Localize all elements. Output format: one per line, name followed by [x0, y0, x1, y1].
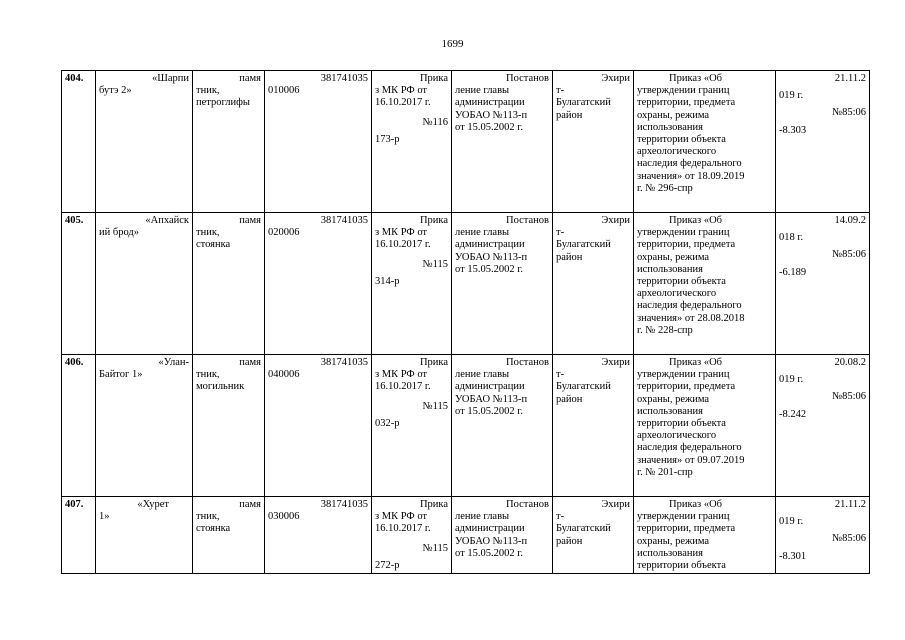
registry-code-line: 381741035	[320, 215, 368, 226]
boundary-order-line: охраны, режима	[637, 109, 710, 121]
registration-cell	[776, 71, 870, 213]
location-line: Булагатский	[556, 239, 611, 251]
decree-line: ление главы	[455, 227, 510, 239]
boundary-order-line: утверждении границ	[637, 85, 730, 97]
object-type-line: тник,	[196, 85, 220, 97]
decree-cell	[452, 213, 553, 355]
boundary-order-line: г. № 201-спр	[637, 466, 693, 478]
ministry-order-line: №115	[422, 400, 448, 412]
boundary-order-line: Приказ «Об	[669, 357, 723, 368]
decree-line: УОБАО №113-п	[455, 393, 528, 405]
boundary-order-line: г. № 228-спр	[637, 324, 693, 336]
registry-code-cell	[265, 71, 372, 213]
object-name-line: бутэ 2»	[99, 85, 132, 97]
decree-line: ление главы	[455, 511, 510, 523]
object-type-line: тник,	[196, 369, 220, 381]
object-type-cell	[193, 213, 265, 355]
ministry-order-cell	[372, 497, 452, 574]
decree-line: Постанов	[506, 215, 549, 226]
decree-line: УОБАО №113-п	[455, 251, 528, 263]
boundary-order-cell	[634, 355, 776, 497]
registry-code-line: 381741035	[320, 357, 368, 368]
registry-code-line: 381741035	[320, 73, 368, 84]
ministry-order-cell	[372, 71, 452, 213]
boundary-order-cell	[634, 497, 776, 574]
registration-line: -8.303	[779, 124, 807, 136]
registration-line: -8.242	[779, 408, 807, 420]
registration-line: 20.08.2	[834, 357, 866, 368]
ministry-order-line: з МК РФ от	[375, 227, 428, 239]
boundary-order-cell	[634, 71, 776, 213]
decree-line: администрации	[455, 97, 525, 109]
boundary-order-line: наследия федерального	[637, 300, 742, 312]
location-line: т-	[556, 511, 565, 523]
boundary-order-line: археологического	[637, 288, 717, 300]
ministry-order-line: 173-р	[375, 133, 400, 145]
location-cell	[553, 71, 634, 213]
object-type-cell	[193, 355, 265, 497]
ministry-order-line: №116	[422, 116, 448, 128]
object-type-line: тник,	[196, 511, 220, 523]
registry-code-line: 040006	[268, 369, 300, 381]
object-type-line: тник,	[196, 227, 220, 239]
boundary-order-line: Приказ «Об	[669, 499, 723, 510]
registration-line: №85:06	[832, 391, 866, 403]
boundary-order-line: г. № 296-спр	[637, 182, 693, 194]
location-line: т-	[556, 369, 565, 381]
boundary-order-line: территории объекта	[637, 418, 726, 430]
row-number: 406.	[65, 357, 84, 368]
ministry-order-line: 16.10.2017 г.	[375, 523, 431, 535]
ministry-order-line: 16.10.2017 г.	[375, 381, 431, 393]
boundary-order-line: использования	[637, 121, 703, 133]
registry-code-line: 010006	[268, 85, 300, 97]
boundary-order-line: Приказ «Об	[669, 215, 723, 226]
boundary-order-line: утверждении границ	[637, 369, 730, 381]
boundary-order-line: территории объекта	[637, 276, 726, 288]
location-cell	[553, 355, 634, 497]
ministry-order-cell	[372, 213, 452, 355]
decree-line: от 15.05.2002 г.	[455, 263, 523, 275]
object-name-line: «Хурет	[137, 499, 169, 510]
ministry-order-line: Прика	[419, 357, 448, 368]
registry-code-cell	[265, 355, 372, 497]
object-name-line: «Улан-	[158, 357, 189, 368]
boundary-order-line: археологического	[637, 146, 717, 158]
boundary-order-line: утверждении границ	[637, 511, 730, 523]
boundary-order-line: значения» от 09.07.2019	[637, 454, 745, 466]
location-cell	[553, 497, 634, 574]
location-line: Эхири	[601, 357, 630, 368]
registration-line: 019 г.	[779, 516, 804, 528]
registry-code-line: 030006	[268, 511, 300, 523]
object-name-cell	[96, 71, 193, 213]
location-line: Булагатский	[556, 523, 611, 535]
object-type-cell	[193, 71, 265, 213]
registration-line: №85:06	[832, 249, 866, 261]
registry-code-cell	[265, 213, 372, 355]
table-row	[62, 71, 870, 213]
row-number: 405.	[65, 215, 84, 226]
boundary-order-line: охраны, режима	[637, 393, 710, 405]
object-name-line: Байтог 1»	[99, 369, 143, 381]
registration-line: №85:06	[832, 107, 866, 119]
object-type-line: памя	[239, 357, 261, 368]
object-type-cell	[193, 497, 265, 574]
page-number: 1699	[441, 38, 464, 50]
registry-code-line: 381741035	[320, 499, 368, 510]
boundary-order-line: территории, предмета	[637, 523, 736, 535]
row-number: 404.	[65, 73, 84, 84]
decree-cell	[452, 355, 553, 497]
location-line: район	[556, 109, 583, 121]
boundary-order-line: охраны, режима	[637, 535, 710, 547]
location-line: район	[556, 251, 583, 263]
boundary-order-line: территории, предмета	[637, 97, 736, 109]
registration-line: -8.301	[779, 550, 807, 562]
boundary-order-line: археологического	[637, 430, 717, 442]
location-line: Булагатский	[556, 381, 611, 393]
object-name-line: «Апхайск	[145, 215, 189, 226]
row-number-cell	[62, 71, 96, 213]
location-line: т-	[556, 227, 565, 239]
decree-line: от 15.05.2002 г.	[455, 547, 523, 559]
location-cell	[553, 213, 634, 355]
decree-cell	[452, 71, 553, 213]
boundary-order-line: территории, предмета	[637, 239, 736, 251]
decree-line: администрации	[455, 239, 525, 251]
boundary-order-line: охраны, режима	[637, 251, 710, 263]
location-line: Эхири	[601, 499, 630, 510]
decree-line: администрации	[455, 381, 525, 393]
boundary-order-line: значения» от 18.09.2019	[637, 170, 745, 182]
object-type-line: стоянка	[196, 523, 231, 535]
decree-line: от 15.05.2002 г.	[455, 121, 523, 133]
decree-line: Постанов	[506, 499, 549, 510]
registration-line: 019 г.	[779, 374, 804, 386]
ministry-order-line: з МК РФ от	[375, 511, 428, 523]
boundary-order-line: значения» от 28.08.2018	[637, 312, 745, 324]
boundary-order-line: наследия федерального	[637, 158, 742, 170]
decree-line: УОБАО №113-п	[455, 109, 528, 121]
boundary-order-line: использования	[637, 547, 703, 559]
object-type-line: памя	[239, 215, 261, 226]
decree-line: УОБАО №113-п	[455, 535, 528, 547]
boundary-order-line: территории объекта	[637, 560, 726, 572]
ministry-order-line: 314-р	[375, 275, 400, 287]
object-name-line: «Шарпи	[152, 73, 189, 84]
decree-line: ление главы	[455, 85, 510, 97]
heritage-registry-table	[61, 70, 870, 574]
registration-line: 21.11.2	[834, 73, 866, 84]
object-name-cell	[96, 497, 193, 574]
boundary-order-cell	[634, 213, 776, 355]
ministry-order-line: з МК РФ от	[375, 85, 428, 97]
registration-line: -6.189	[779, 266, 807, 278]
decree-cell	[452, 497, 553, 574]
registration-line: №85:06	[832, 533, 866, 545]
location-line: район	[556, 535, 583, 547]
location-line: район	[556, 393, 583, 405]
ministry-order-line: №115	[422, 542, 448, 554]
object-type-line: памя	[239, 73, 261, 84]
boundary-order-line: использования	[637, 263, 703, 275]
registration-line: 21.11.2	[834, 499, 866, 510]
registry-code-line: 020006	[268, 227, 300, 239]
ministry-order-line: 032-р	[375, 417, 400, 429]
registration-cell	[776, 213, 870, 355]
registration-line: 019 г.	[779, 90, 804, 102]
registration-cell	[776, 355, 870, 497]
ministry-order-line: 16.10.2017 г.	[375, 97, 431, 109]
boundary-order-line: наследия федерального	[637, 442, 742, 454]
row-number-cell	[62, 355, 96, 497]
decree-line: администрации	[455, 523, 525, 535]
object-type-line: могильник	[196, 381, 245, 393]
object-name-line: ий брод»	[99, 227, 139, 239]
object-name-cell	[96, 213, 193, 355]
object-type-line: петроглифы	[196, 97, 250, 109]
boundary-order-line: Приказ «Об	[669, 73, 723, 84]
boundary-order-line: территории объекта	[637, 134, 726, 146]
location-line: Эхири	[601, 215, 630, 226]
table-row	[62, 497, 870, 574]
object-name-cell	[96, 355, 193, 497]
object-name-line: 1»	[99, 511, 110, 523]
ministry-order-line: Прика	[419, 499, 448, 510]
row-number: 407.	[65, 499, 84, 510]
ministry-order-line: з МК РФ от	[375, 369, 428, 381]
boundary-order-line: использования	[637, 405, 703, 417]
ministry-order-cell	[372, 355, 452, 497]
row-number-cell	[62, 213, 96, 355]
table-row	[62, 213, 870, 355]
ministry-order-line: Прика	[419, 73, 448, 84]
ministry-order-line: 16.10.2017 г.	[375, 239, 431, 251]
ministry-order-line: №115	[422, 258, 448, 270]
decree-line: ление главы	[455, 369, 510, 381]
table-row	[62, 355, 870, 497]
registration-line: 018 г.	[779, 232, 804, 244]
decree-line: Постанов	[506, 73, 549, 84]
object-type-line: стоянка	[196, 239, 231, 251]
location-line: Булагатский	[556, 97, 611, 109]
registration-cell	[776, 497, 870, 574]
boundary-order-line: территории, предмета	[637, 381, 736, 393]
ministry-order-line: Прика	[419, 215, 448, 226]
boundary-order-line: утверждении границ	[637, 227, 730, 239]
registration-line: 14.09.2	[834, 215, 866, 226]
registry-code-cell	[265, 497, 372, 574]
ministry-order-line: 272-р	[375, 559, 400, 571]
object-type-line: памя	[239, 499, 261, 510]
location-line: Эхири	[601, 73, 630, 84]
location-line: т-	[556, 85, 565, 97]
row-number-cell	[62, 497, 96, 574]
decree-line: Постанов	[506, 357, 549, 368]
decree-line: от 15.05.2002 г.	[455, 405, 523, 417]
